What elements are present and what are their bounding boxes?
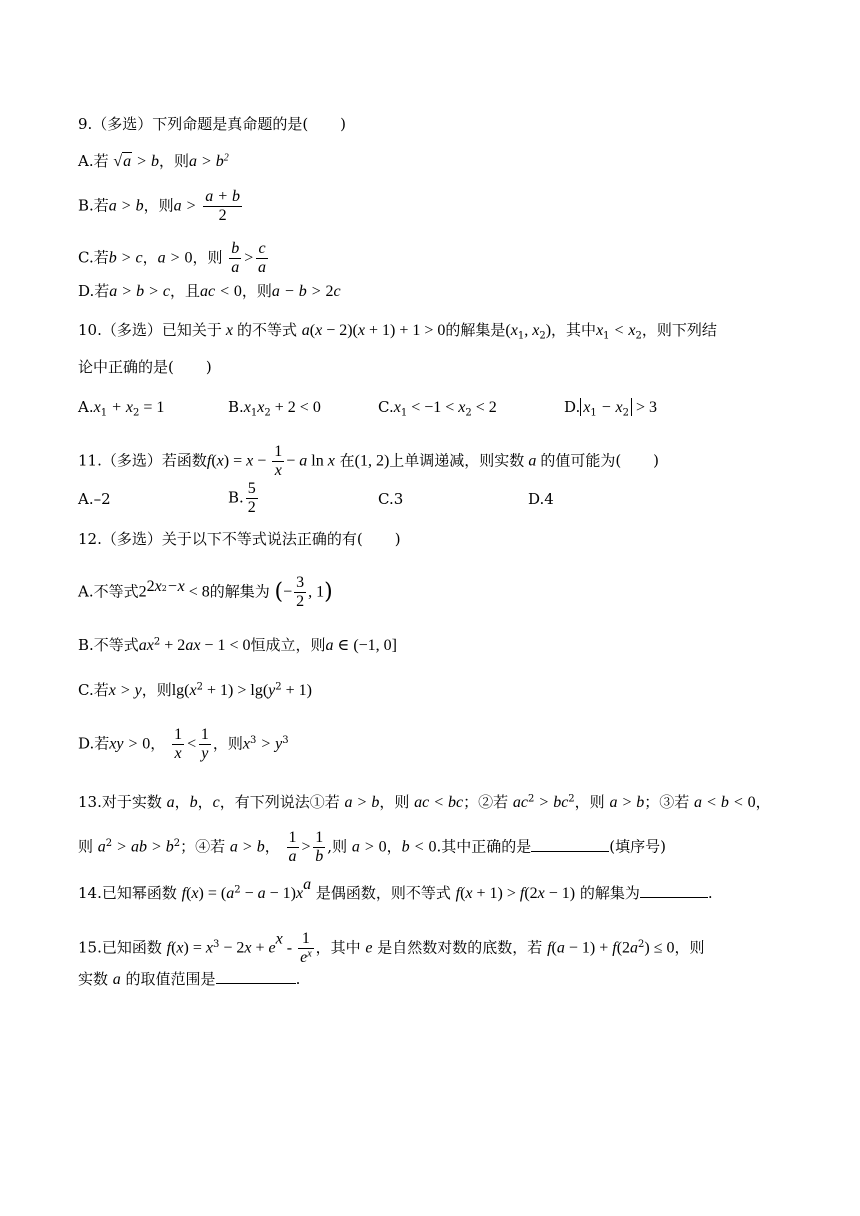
q13-answer-blank[interactable] [531,837,609,852]
q14-stem: 14.已知幂函数 $f(x) = (a^2 - a - 1)x^a$ 是偶函数，则不等式 f(x + 1) > f(2x − 1) 的解集为 . [78,876,713,902]
q10-stem-line1: 10.（多选）已知关于 x 的不等式 a(x − 2)(x + 1) + 1 > 0的解集是($x_1$, $x_2$)，其中$x_1 < x_2$，则下列结 [78,321,717,342]
q12-option-d: D.若xy > 0， $\frac{1}{x}$ < $\frac{1}{y}$ ，则$x^3 > y^3$ [78,726,289,762]
q14-answer-blank[interactable] [640,883,708,898]
q12-option-a: A.不等式$2^{2x2-x} < 8$的解集为 (− $\frac{3}{2}$ , 1) [78,574,333,610]
q10-options: $A.x_1 + x_2 = 1$ $B.x_1x_2 + 2 < 0$ $C.x_1 < -1 < x_2 < 2$ D. $x_1 - x_2 > 3$ [78,398,658,419]
q15-line1: 15.已知函数 $f(x) = x^3 - 2x + e^x$ - $\frac{1}{e^x}$ ，其中 e 是自然数对数的底数，若 $f(a - 1) + f(2a^2) \le 0$，则 [78,930,705,966]
q11-options: A.–2 B. $\frac{5}{2}$ C.3 D.4 [78,480,554,516]
q15-answer-blank[interactable] [216,969,296,984]
q9-option-b: B.若a > b，则a > $\frac{a + b}{2}$ [78,188,240,224]
q12-stem: 12.（多选）关于以下不等式说法正确的有( ) [78,530,401,548]
q15-line2: 实数 a 的取值范围是 . [78,970,301,988]
q12-option-b: B.不等式$ax^2 + 2ax - 1 < 0$恒成立，则a ∈ (−1, 0] [78,636,398,654]
q11-stem: 11.（多选）若函数f(x) = x − $\frac{1}{x}$ − a ln x 在(1, 2)上单调递减，则实数 a 的值可能为( ) [78,443,660,479]
q13-line1: 13.对于实数 a，b，c，有下列说法①若 a > b，则 ac < bc；②若 $ac^2 > bc^2$，则 a > b；③若 a < b < 0， [78,793,771,811]
q10-stem-line2: 论中正确的是( ) [78,358,212,376]
q12-option-c: C.若x > y，则$\lg(x^2 + 1) > \lg(y^2 + 1)$ [78,681,312,699]
q9-option-d: D.若a > b > c，且ac < 0，则a − b > 2c [78,282,341,300]
q9-option-c: C.若b > c，a > 0，则 $\frac{b}{a}$ > $\frac{c}{a}$ [78,240,267,276]
q9-stem: 9.（多选）下列命题是真命题的是( ) [78,115,347,133]
q9-option-a: A.若 √a > b，则$a > b^2$ [78,152,229,170]
q13-line2: 则 $a^2$ > ab > $b^2$；④若 a > b， $\frac{1}{a}$ > $\frac{1}{b}$ ,则 a > 0，b < 0.其中正确的是 (填序号) [78,829,666,865]
